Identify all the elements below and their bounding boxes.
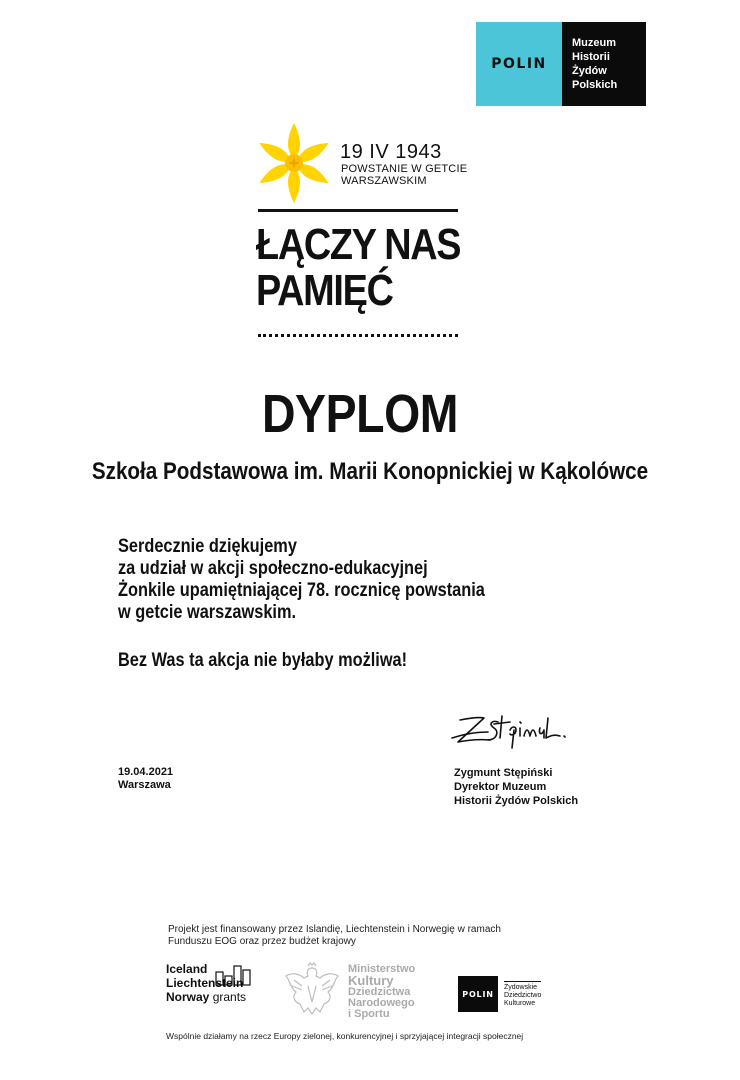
signatory-block bbox=[454, 766, 578, 808]
ministry-line: Kultury bbox=[348, 973, 394, 988]
campaign-subtitle-line: POWSTANIE W GETCIE bbox=[341, 163, 468, 175]
funding-line: Funduszu EOG oraz przez budżet krajowy bbox=[168, 936, 356, 947]
issue-info bbox=[118, 766, 173, 792]
campaign-date: 19 IV 1943 bbox=[340, 141, 442, 163]
eea-norway-grants-logo bbox=[166, 962, 258, 1018]
polin-heritage-logo bbox=[458, 976, 541, 1012]
campaign-slogan bbox=[256, 222, 460, 314]
signature-image bbox=[450, 708, 582, 752]
grants-logo-line: Liechtenstein bbox=[166, 976, 244, 990]
dotted-divider bbox=[258, 334, 458, 337]
signatory-name: Zygmunt Stępiński bbox=[454, 767, 553, 779]
slogan-line: PAMIĘĆ bbox=[256, 266, 393, 315]
ministry-line: i Sportu bbox=[348, 1008, 390, 1020]
message-line: Serdecznie dziękujemy bbox=[118, 536, 297, 557]
thank-you-message bbox=[118, 536, 485, 624]
recipient-name: Szkoła Podstawowa im. Marii Konopnickiej w Kąkolówce bbox=[91, 458, 649, 485]
signatory-title-line: Historii Żydów Polskich bbox=[454, 795, 579, 807]
polin-logo-brand: POLIN bbox=[491, 56, 547, 72]
polin-logo-brand-panel bbox=[476, 22, 562, 106]
footer-tagline: Wspólnie działamy na rzecz Europy zielonej, konkurencyjnej i sprzyjającej integracji społecznej bbox=[166, 1031, 524, 1041]
polin-heritage-brand: POLIN bbox=[462, 989, 494, 999]
daffodil-icon bbox=[257, 121, 331, 205]
polish-eagle-emblem-icon bbox=[280, 962, 344, 1020]
campaign-subtitle bbox=[341, 163, 467, 187]
funding-note bbox=[168, 924, 501, 948]
polin-heritage-text bbox=[504, 981, 541, 1008]
message-line: Żonkile upamiętniającej 78. rocznicę powstania bbox=[118, 580, 485, 601]
ministry-logo bbox=[348, 964, 415, 1020]
polin-heritage-brand-box bbox=[458, 976, 498, 1012]
message-line: w getcie warszawskim. bbox=[118, 602, 297, 623]
signatory-title-line: Dyrektor Muzeum bbox=[454, 781, 547, 793]
polin-museum-logo bbox=[476, 22, 646, 106]
grants-bars-icon bbox=[215, 964, 255, 986]
funding-line: Projekt jest finansowany przez Islandię, Liechtenstein i Norwegię w ramach bbox=[168, 924, 501, 935]
message-line: za udział w akcji społeczno-edukacyjnej bbox=[118, 558, 428, 579]
grants-logo-norway-line bbox=[166, 990, 258, 1004]
polin-logo-text-panel bbox=[562, 22, 646, 106]
closing-sentence: Bez Was ta akcja nie byłaby możliwa! bbox=[118, 650, 408, 671]
polin-logo-line: Żydów bbox=[572, 65, 607, 77]
grants-logo-grants: grants bbox=[212, 990, 247, 1004]
ministry-line: Dziedzictwa bbox=[348, 986, 411, 998]
diploma-title: DYPLOM bbox=[261, 384, 459, 444]
polin-heritage-line: Żydowskie bbox=[504, 983, 538, 991]
ministry-line: Narodowego bbox=[348, 997, 415, 1009]
polin-logo-line: Polskich bbox=[572, 79, 618, 91]
polin-logo-line: Muzeum bbox=[572, 37, 616, 49]
divider-rule bbox=[258, 209, 458, 212]
campaign-subtitle-line: WARSZAWSKIM bbox=[341, 175, 427, 187]
polin-logo-line: Historii bbox=[572, 51, 610, 63]
slogan-line: ŁĄCZY NAS bbox=[256, 220, 461, 269]
issue-place: Warszawa bbox=[118, 779, 171, 791]
issue-date: 19.04.2021 bbox=[118, 766, 174, 778]
grants-logo-line: Iceland bbox=[166, 962, 208, 976]
grants-logo-norway: Norway bbox=[166, 990, 210, 1004]
ministry-line: Ministerstwo bbox=[348, 963, 416, 975]
polin-heritage-line: Dziedzictwo bbox=[504, 991, 542, 999]
polin-heritage-line: Kulturowe bbox=[504, 999, 536, 1007]
